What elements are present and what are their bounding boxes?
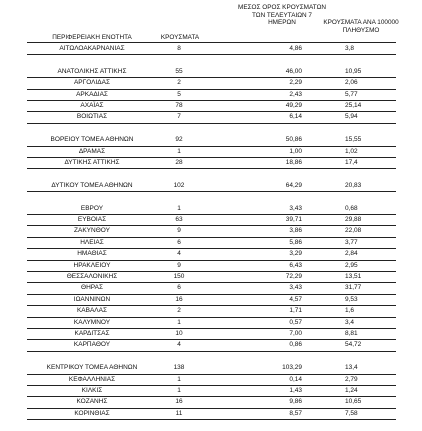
avg-cell: 3,29 bbox=[289, 250, 302, 258]
per-100k-cell: 31,77 bbox=[345, 284, 362, 292]
region-cell: ΒΟΡΕΙΟΥ ΤΟΜΕΑ ΑΘΗΝΩΝ bbox=[50, 136, 134, 144]
table-row bbox=[27, 78, 396, 89]
cases-cell: 9 bbox=[177, 261, 181, 269]
avg-cell: 9,86 bbox=[289, 398, 302, 406]
region-cell: ΚΑΒΑΛΑΣ bbox=[76, 307, 108, 315]
cases-cell: 138 bbox=[173, 364, 185, 372]
spacer-row bbox=[27, 124, 396, 134]
spacer-row bbox=[27, 55, 396, 65]
cases-cell: 1 bbox=[177, 375, 181, 383]
table-row bbox=[27, 318, 396, 329]
region-cell: ΗΡΑΚΛΕΙΟΥ bbox=[73, 261, 111, 269]
table-row bbox=[27, 397, 396, 408]
avg-cell: 3,43 bbox=[289, 204, 302, 212]
region-cell: ΔΡΑΜΑΣ bbox=[78, 147, 106, 155]
header-per-line2: ΠΛΗΘΥΣΜΟ bbox=[342, 26, 380, 34]
cases-cell: 1 bbox=[177, 318, 181, 326]
region-cell: ΘΕΣΣΑΛΟΝΙΚΗΣ bbox=[66, 273, 118, 280]
per-100k-cell: 1,6 bbox=[345, 307, 355, 315]
avg-cell: 64,29 bbox=[285, 181, 302, 189]
region-cell: ΚΙΛΚΙΣ bbox=[81, 387, 103, 394]
table-row bbox=[27, 67, 396, 78]
region-cell: ΚΟΡΙΝΘΙΑΣ bbox=[74, 409, 110, 417]
region-cell: ΚΕΝΤΡΙΚΟΥ ΤΟΜΕΑ ΑΘΗΝΩΝ bbox=[46, 364, 138, 372]
table-row bbox=[27, 363, 396, 374]
region-cell: ΕΥΒΟΙΑΣ bbox=[77, 216, 107, 223]
region-cell: ΔΥΤΙΚΗΣ ΑΤΤΙΚΗΣ bbox=[64, 159, 120, 166]
header-avg-line1: ΜΕΣΟΣ ΟΡΟΣ ΚΡΟΥΣΜΑΤΩΝ bbox=[238, 4, 326, 11]
cases-cell: 4 bbox=[177, 250, 181, 258]
avg-cell: 0,57 bbox=[289, 318, 302, 326]
avg-cell: 3,43 bbox=[289, 284, 302, 292]
table-row bbox=[27, 261, 396, 272]
table-row bbox=[27, 112, 396, 123]
table-row bbox=[27, 90, 396, 101]
region-cell: ΖΑΚΥΝΘΟΥ bbox=[74, 227, 110, 235]
region-cell: ΚΑΡΠΑΘΟΥ bbox=[73, 341, 111, 349]
cases-cell: 55 bbox=[175, 67, 183, 75]
table-row bbox=[27, 409, 396, 420]
region-cell: ΚΑΡΔΙΤΣΑΣ bbox=[74, 330, 110, 337]
per-100k-cell: 2,84 bbox=[345, 250, 358, 258]
per-100k-cell: 29,88 bbox=[345, 216, 362, 223]
cases-cell: 1 bbox=[177, 204, 181, 212]
region-cell: ΑΙΤΩΛΟΑΚΑΡΝΑΝΙΑΣ bbox=[59, 45, 125, 52]
cases-cell: 9 bbox=[177, 227, 181, 235]
per-100k-cell: 13,4 bbox=[345, 364, 358, 372]
avg-cell: 72,29 bbox=[285, 273, 302, 280]
avg-cell: 50,86 bbox=[285, 136, 302, 144]
table-row bbox=[27, 158, 396, 169]
header-cases: ΚΡΟΥΣΜΑΤΑ bbox=[160, 34, 200, 41]
cases-cell: 78 bbox=[175, 102, 183, 109]
cases-cell: 16 bbox=[175, 398, 183, 406]
avg-cell: 103,29 bbox=[282, 364, 302, 372]
table-row bbox=[27, 226, 396, 237]
per-100k-cell: 15,55 bbox=[345, 136, 362, 144]
region-cell: ΒΟΙΩΤΙΑΣ bbox=[76, 113, 108, 121]
table-row bbox=[27, 147, 396, 158]
avg-cell: 6,43 bbox=[289, 261, 302, 269]
cases-cell: 102 bbox=[173, 181, 185, 189]
table-row bbox=[27, 135, 396, 146]
cases-cell: 6 bbox=[177, 284, 181, 292]
header-avg-line3: ΗΜΕΡΩΝ bbox=[268, 19, 296, 27]
per-100k-cell: 22,08 bbox=[345, 227, 362, 235]
avg-cell: 1,43 bbox=[289, 387, 302, 394]
table-row bbox=[27, 249, 396, 260]
table-row bbox=[27, 101, 396, 112]
avg-cell: 6,14 bbox=[289, 113, 302, 121]
region-cell: ΑΡΚΑΔΙΑΣ bbox=[76, 90, 108, 98]
avg-cell: 4,57 bbox=[289, 295, 302, 303]
per-100k-cell: 25,14 bbox=[345, 102, 362, 109]
table-row bbox=[27, 272, 396, 283]
header-avg-line2: ΤΩΝ ΤΕΛΕΥΤΑΙΩΝ 7 bbox=[252, 11, 312, 19]
avg-cell: 18,86 bbox=[285, 159, 302, 166]
table-row bbox=[27, 386, 396, 397]
table-row bbox=[27, 340, 396, 351]
avg-cell: 8,57 bbox=[289, 409, 302, 417]
cases-cell: 10 bbox=[175, 330, 183, 337]
avg-cell: 0,86 bbox=[289, 341, 302, 349]
region-cell: ΚΑΛΥΜΝΟΥ bbox=[73, 318, 111, 326]
table-row bbox=[27, 204, 396, 215]
per-100k-cell: 10,95 bbox=[345, 67, 362, 75]
table-row bbox=[27, 283, 396, 294]
cases-cell: 92 bbox=[175, 136, 183, 144]
region-cell: ΗΜΑΘΙΑΣ bbox=[77, 250, 107, 258]
avg-cell: 1,71 bbox=[289, 307, 302, 315]
avg-cell: 3,86 bbox=[289, 227, 302, 235]
avg-cell: 2,29 bbox=[289, 79, 302, 87]
table-row bbox=[27, 306, 396, 317]
table-row bbox=[27, 329, 396, 340]
table-row bbox=[27, 181, 396, 192]
per-100k-cell: 1,24 bbox=[345, 387, 358, 394]
cases-cell: 63 bbox=[175, 216, 183, 223]
cases-cell: 5 bbox=[177, 90, 181, 98]
avg-cell: 2,43 bbox=[289, 90, 302, 98]
per-100k-cell: 2,06 bbox=[345, 79, 358, 87]
cases-cell: 2 bbox=[177, 79, 181, 87]
per-100k-cell: 2,79 bbox=[345, 375, 358, 383]
region-cell: ΚΟΖΑΝΗΣ bbox=[76, 398, 108, 406]
per-100k-cell: 5,94 bbox=[345, 113, 358, 121]
spacer-row bbox=[27, 192, 396, 202]
per-100k-cell: 20,83 bbox=[345, 181, 362, 189]
avg-cell: 39,71 bbox=[285, 216, 302, 223]
table-row bbox=[27, 238, 396, 249]
header-divider bbox=[27, 42, 396, 43]
per-100k-cell: 3,4 bbox=[345, 318, 355, 326]
cases-cell: 6 bbox=[177, 238, 181, 246]
per-100k-cell: 10,65 bbox=[345, 398, 362, 406]
table-row bbox=[27, 375, 396, 386]
region-cell: ΑΧΑΪΑΣ bbox=[80, 102, 104, 109]
per-100k-cell: 17,4 bbox=[345, 159, 358, 166]
header-cases-per-100k bbox=[306, 19, 416, 34]
region-cell: ΑΡΓΟΛΙΔΑΣ bbox=[73, 79, 111, 87]
per-100k-cell: 5,77 bbox=[345, 90, 358, 98]
cases-cell: 1 bbox=[177, 147, 181, 155]
per-100k-cell: 3,77 bbox=[345, 238, 358, 246]
avg-cell: 7,00 bbox=[289, 330, 302, 337]
cases-cell: 8 bbox=[177, 45, 181, 52]
avg-cell: 0,14 bbox=[289, 375, 302, 383]
per-100k-cell: 13,51 bbox=[345, 273, 362, 280]
avg-cell: 46,00 bbox=[285, 67, 302, 75]
header-region: ΠΕΡΙΦΕΡΕΙΑΚΗ ΕΝΟΤΗΤΑ bbox=[52, 34, 132, 41]
per-100k-cell: 9,53 bbox=[345, 295, 358, 303]
cases-cell: 28 bbox=[175, 159, 183, 166]
region-cell: ΑΝΑΤΟΛΙΚΗΣ ΑΤΤΙΚΗΣ bbox=[57, 67, 127, 75]
cases-cell: 16 bbox=[175, 295, 183, 303]
avg-cell: 4,86 bbox=[289, 45, 302, 52]
cases-cell: 4 bbox=[177, 341, 181, 349]
per-100k-cell: 54,72 bbox=[345, 341, 362, 349]
table-row bbox=[27, 295, 396, 306]
per-100k-cell: 7,58 bbox=[345, 409, 358, 417]
cases-cell: 1 bbox=[177, 387, 181, 394]
spacer-row bbox=[27, 352, 396, 362]
region-cell: ΕΒΡΟΥ bbox=[80, 204, 104, 212]
table-row bbox=[27, 215, 396, 226]
region-cell: ΘΗΡΑΣ bbox=[81, 284, 103, 292]
region-cell: ΚΕΦΑΛΛΗΝΙΑΣ bbox=[68, 375, 116, 383]
region-cell: ΗΛΕΙΑΣ bbox=[80, 238, 104, 246]
per-100k-cell: 2,95 bbox=[345, 261, 358, 269]
per-100k-cell: 3,8 bbox=[345, 45, 355, 52]
region-cell: ΙΩΑΝΝΙΝΩΝ bbox=[73, 295, 111, 303]
avg-cell: 49,29 bbox=[285, 102, 302, 109]
cases-cell: 150 bbox=[173, 273, 185, 280]
per-100k-cell: 1,02 bbox=[345, 147, 358, 155]
avg-cell: 5,86 bbox=[289, 238, 302, 246]
spacer-row bbox=[27, 169, 396, 179]
cases-cell: 2 bbox=[177, 307, 181, 315]
per-100k-cell: 8,81 bbox=[345, 330, 358, 337]
region-cell: ΔΥΤΙΚΟΥ ΤΟΜΕΑ ΑΘΗΝΩΝ bbox=[51, 181, 133, 189]
table-row bbox=[27, 44, 396, 55]
per-100k-cell: 0,68 bbox=[345, 204, 358, 212]
cases-cell: 7 bbox=[177, 113, 181, 121]
cases-cell: 11 bbox=[175, 409, 183, 417]
avg-cell: 1,00 bbox=[289, 147, 302, 155]
header-per-line1: ΚΡΟΥΣΜΑΤΑ ΑΝΑ 100000 bbox=[323, 19, 399, 26]
